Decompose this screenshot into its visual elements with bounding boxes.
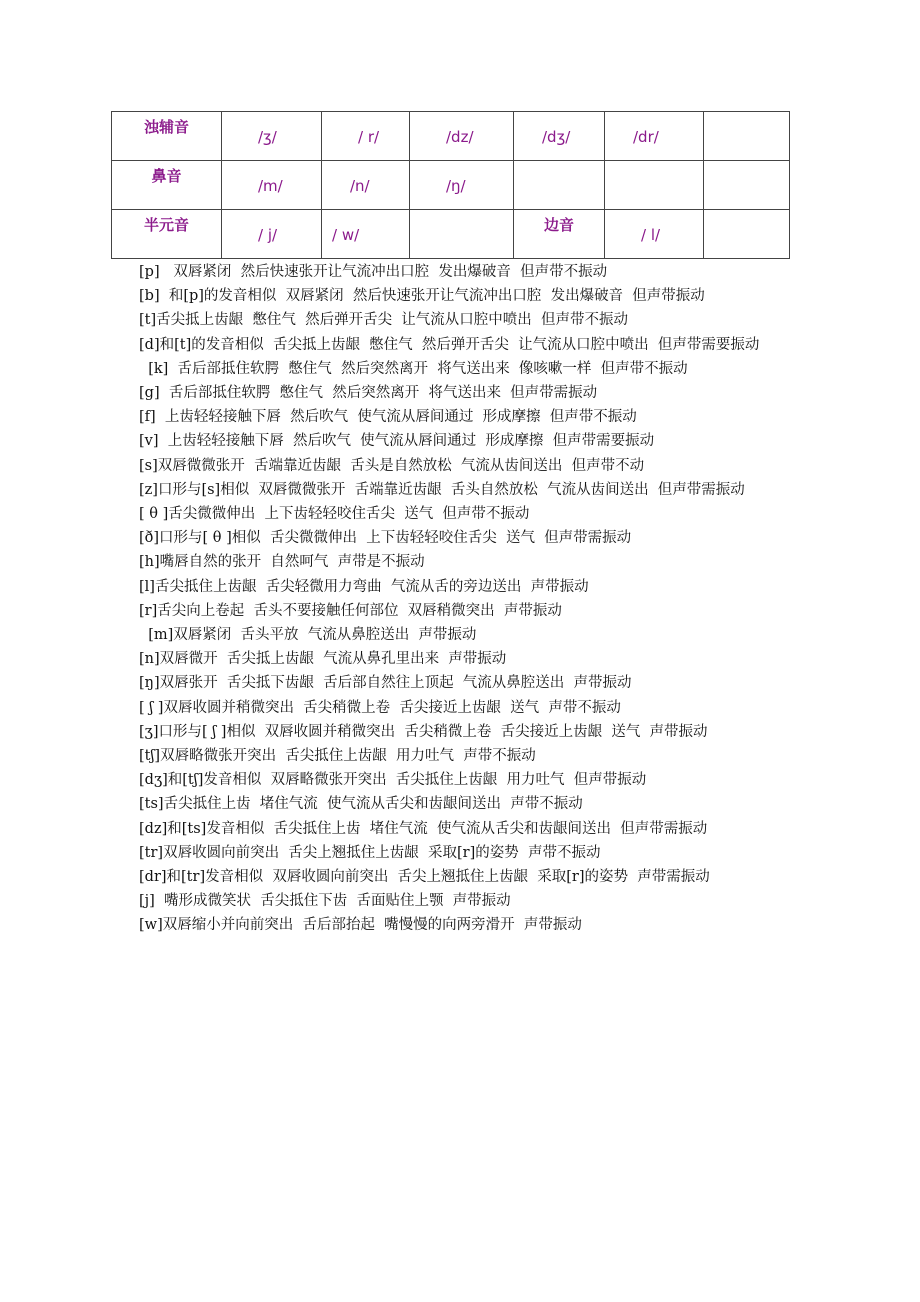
description-line: [p] 双唇紧闭 然后快速张开让气流冲出口腔 发出爆破音 但声带不振动 [139, 264, 608, 280]
symbol-cell: / l/ [605, 210, 704, 259]
symbol-cell: /dz/ [410, 112, 514, 161]
phoneme-table [111, 111, 790, 259]
description-line: [v] 上齿轻轻接触下唇 然后吹气 使气流从唇间通过 形成摩擦 但声带需要振动 [139, 433, 655, 450]
symbol-cell: /dʒ/ [514, 112, 605, 161]
description-line: [ŋ]双唇张开 舌尖抵下齿龈 舌后部自然往上顶起 气流从鼻腔送出 声带振动 [139, 675, 632, 692]
description-line: [d]和[t]的发音相似 舌尖抵上齿龈 憋住气 然后弹开舌尖 让气流从口腔中喷出 但声带需要振动 [139, 336, 760, 353]
description-line: [dz]和[ts]发音相似 舌尖抵住上齿 堵住气流 使气流从舌尖和齿龈间送出 但声带需振动 [139, 820, 708, 837]
table-row-voiced [112, 112, 790, 161]
row-label-semivowel: 半元音 [112, 210, 222, 259]
symbol-cell [704, 112, 790, 161]
symbol-cell: /m/ [222, 161, 322, 210]
symbol-cell: /ʒ/ [222, 112, 322, 161]
description-line: [k] 舌后部抵住软腭 憋住气 然后突然离开 将气送出来 像咳嗽一样 但声带不振动 [139, 360, 688, 377]
table-row-nasal [112, 161, 790, 210]
description-line: [z]口形与[s]相似 双唇微微张开 舌端靠近齿龈 舌头自然放松 气流从齿间送出 但声带需振动 [139, 481, 745, 498]
description-line: [n]双唇微开 舌尖抵上齿龈 气流从鼻孔里出来 声带振动 [139, 651, 507, 668]
description-line: [m]双唇紧闭 舌头平放 气流从鼻腔送出 声带振动 [139, 627, 477, 644]
description-line: [ʒ]口形与[ ʃ ]相似 双唇收圆并稍微突出 舌尖稍微上卷 舌尖接近上齿龈 送气 声带振动 [139, 723, 708, 740]
symbol-cell: /n/ [322, 161, 410, 210]
description-line: [t]舌尖抵上齿龈 憋住气 然后弹开舌尖 让气流从口腔中喷出 但声带不振动 [139, 312, 629, 329]
row-label-nasal: 鼻音 [112, 161, 222, 210]
description-line: [g] 舌后部抵住软腭 憋住气 然后突然离开 将气送出来 但声带需振动 [139, 385, 598, 402]
description-line: [tr]双唇收圆向前突出 舌尖上翘抵住上齿龈 采取[r]的姿势 声带不振动 [139, 844, 601, 861]
symbol-cell [410, 210, 514, 259]
description-line: [s]双唇微微张开 舌端靠近齿龈 舌头是自然放松 气流从齿间送出 但声带不动 [139, 457, 645, 474]
description-line: [dʒ]和[tʃ]发音相似 双唇略微张开突出 舌尖抵住上齿龈 用力吐气 但声带振动 [139, 772, 647, 789]
description-line: [ ʃ ]双唇收圆并稍微突出 舌尖稍微上卷 舌尖接近上齿龈 送气 声带不振动 [139, 699, 621, 716]
label-lateral: 边音 [514, 210, 605, 259]
description-line: [w]双唇缩小并向前突出 舌后部抬起 嘴慢慢的向两旁滑开 声带振动 [139, 917, 582, 934]
row-label-voiced-consonant: 浊辅音 [112, 112, 222, 161]
description-line: [tʃ]双唇略微张开突出 舌尖抵住上齿龈 用力吐气 声带不振动 [139, 748, 536, 765]
symbol-cell [605, 161, 704, 210]
description-line: [j] 嘴形成微笑状 舌尖抵住下齿 舌面贴住上颚 声带振动 [139, 893, 511, 910]
description-line: [r]舌尖向上卷起 舌头不要接触任何部位 双唇稍微突出 声带振动 [139, 602, 562, 619]
pronunciation-notes [139, 260, 799, 938]
symbol-cell: / j/ [222, 210, 322, 259]
description-line: [l]舌尖抵住上齿龈 舌尖轻微用力弯曲 气流从舌的旁边送出 声带振动 [139, 578, 589, 595]
symbol-cell: /dr/ [605, 112, 704, 161]
description-line: [ts]舌尖抵住上齿 堵住气流 使气流从舌尖和齿龈间送出 声带不振动 [139, 796, 583, 813]
description-line: [h]嘴唇自然的张开 自然呵气 声带是不振动 [139, 554, 425, 571]
table-row-semivowel [112, 210, 790, 259]
symbol-cell [514, 161, 605, 210]
description-line: [dr]和[tr]发音相似 双唇收圆向前突出 舌尖上翘抵住上齿龈 采取[r]的姿势 声带需振动 [139, 869, 710, 886]
description-line: [b] 和[p]的发音相似 双唇紧闭 然后快速张开让气流冲出口腔 发出爆破音 但声带振动 [139, 288, 705, 305]
symbol-cell: / r/ [322, 112, 410, 161]
description-line: [ θ ]舌尖微微伸出 上下齿轻轻咬住舌尖 送气 但声带不振动 [139, 506, 530, 523]
description-line: [ð]口形与[ θ ]相似 舌尖微微伸出 上下齿轻轻咬住舌尖 送气 但声带需振动 [139, 530, 632, 547]
symbol-cell [704, 161, 790, 210]
symbol-cell: / w/ [322, 210, 410, 259]
symbol-cell: /ŋ/ [410, 161, 514, 210]
symbol-cell [704, 210, 790, 259]
description-line: [f] 上齿轻轻接触下唇 然后吹气 使气流从唇间通过 形成摩擦 但声带不振动 [139, 409, 637, 426]
